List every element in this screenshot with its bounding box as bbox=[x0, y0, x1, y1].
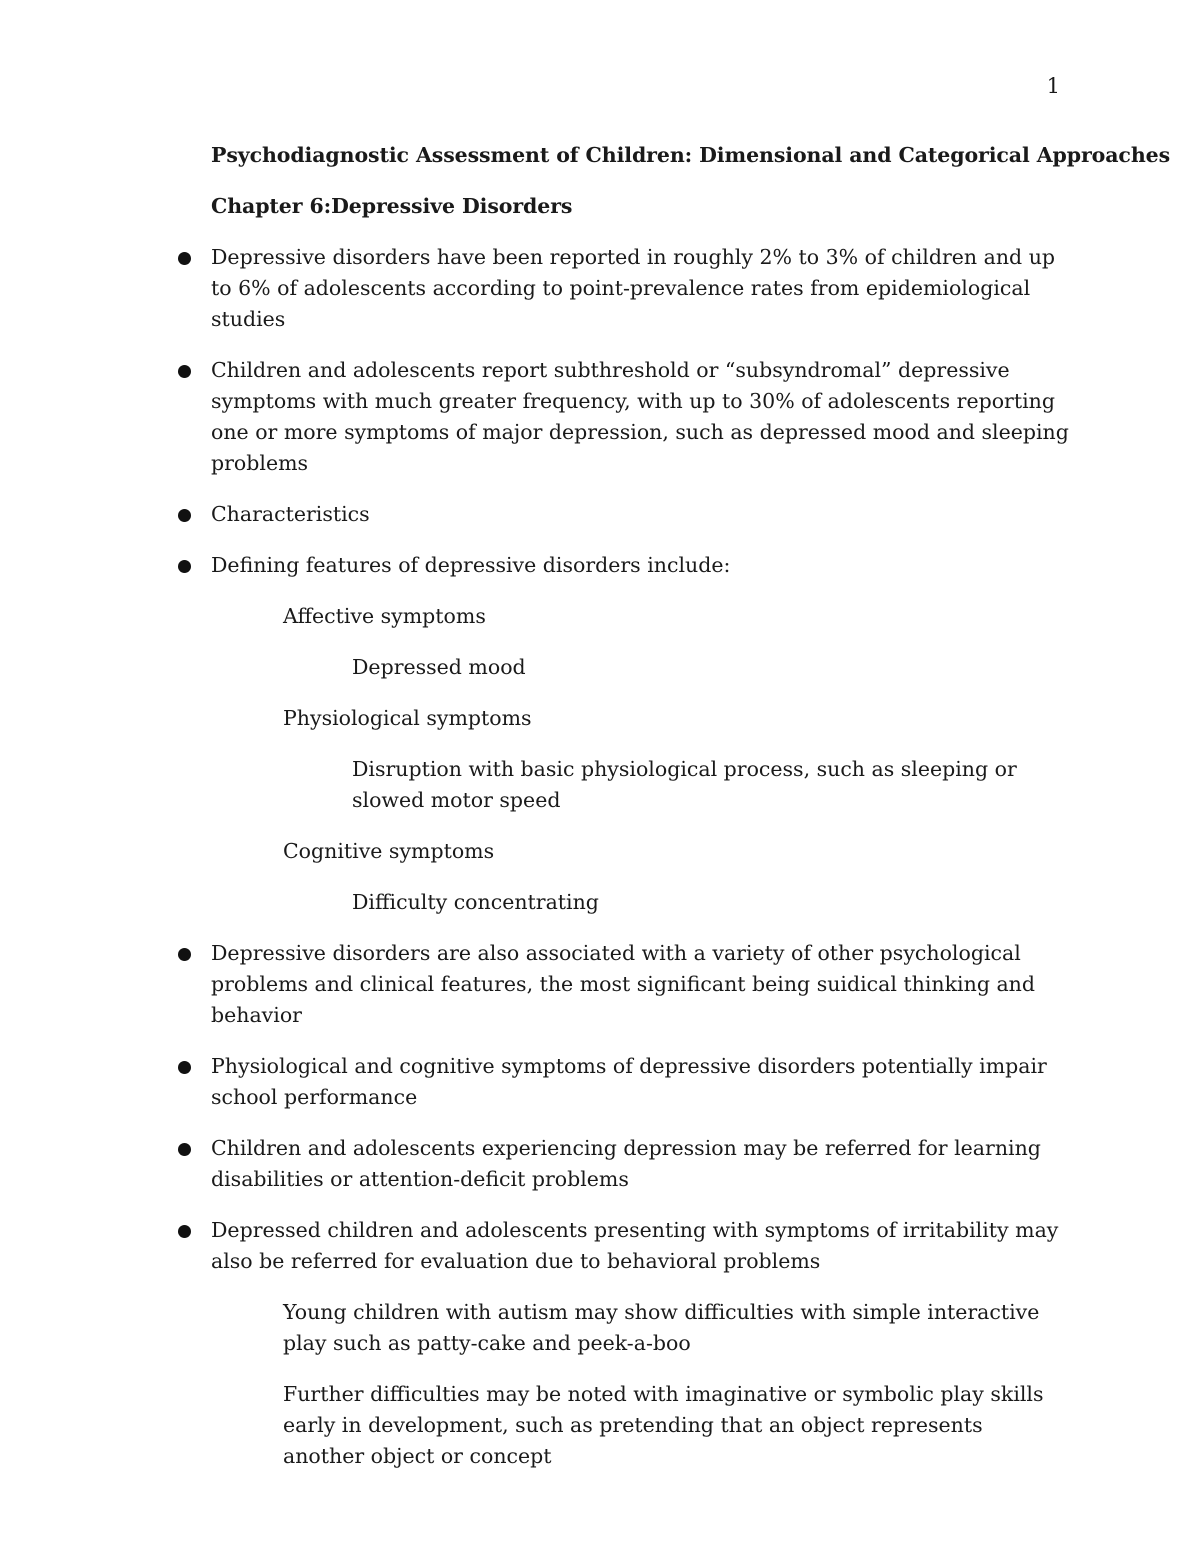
bullet-icon bbox=[178, 1061, 191, 1074]
sub-sub-item bbox=[352, 887, 1071, 918]
bullet-text: Physiological and cognitive symptoms of depressive disorders potentially impair school performance bbox=[211, 1054, 1047, 1109]
sub-item bbox=[283, 1379, 1071, 1472]
sub-sub-item-text: Disruption with basic physiological process, such as sleeping or slowed motor speed bbox=[352, 757, 1017, 812]
sub-item bbox=[283, 1297, 1071, 1359]
sub-item bbox=[283, 836, 1071, 867]
sub-sub-item-text: Depressed mood bbox=[352, 655, 526, 679]
bullet-text: Defining features of depressive disorders include: bbox=[211, 553, 731, 577]
bullet-text: Children and adolescents experiencing depression may be referred for learning disabilities or attention-deficit problems bbox=[211, 1136, 1041, 1191]
document-title: Psychodiagnostic Assessment of Children: Dimensional and Categorical Approaches bbox=[211, 143, 1171, 167]
bullet-item bbox=[211, 499, 1071, 530]
bullet-text: Depressive disorders are also associated with a variety of other psychological problems and clinical features, the most significant being suidical thinking and behavior bbox=[211, 941, 1036, 1027]
bullet-item bbox=[211, 1215, 1071, 1277]
bullet-text: Depressive disorders have been reported in roughly 2% to 3% of children and up to 6% of adolescents according to point-prevalence rates from epidemiological studies bbox=[211, 245, 1056, 331]
sub-sub-item bbox=[352, 652, 1071, 683]
bullet-item bbox=[211, 242, 1071, 335]
bullet-item bbox=[211, 1133, 1071, 1195]
chapter-heading: Chapter 6:Depressive Disorders bbox=[211, 194, 573, 218]
bullet-text: Depressed children and adolescents presenting with symptoms of irritability may also be referred for evaluation due to behavioral problems bbox=[211, 1218, 1059, 1273]
sub-item-text: Young children with autism may show difficulties with simple interactive play such as patty-cake and peek-a-boo bbox=[283, 1300, 1040, 1355]
bullet-item bbox=[211, 938, 1071, 1031]
bullet-icon bbox=[178, 560, 191, 573]
bullet-icon bbox=[178, 1143, 191, 1156]
bullet-text: Children and adolescents report subthreshold or “subsyndromal” depressive symptoms with much greater frequency, with up to 30% of adolescents reporting one or more symptoms of major depression, such as depressed mood and sleeping problems bbox=[211, 358, 1069, 475]
sub-sub-item-text: Difficulty concentrating bbox=[352, 890, 599, 914]
bullet-icon bbox=[178, 252, 191, 265]
bullet-icon bbox=[178, 1225, 191, 1238]
bullet-item bbox=[211, 550, 1071, 581]
document-body bbox=[211, 140, 1171, 1492]
bullet-item bbox=[211, 355, 1071, 479]
page-number: 1 bbox=[1046, 74, 1060, 98]
bullet-icon bbox=[178, 365, 191, 378]
bullet-icon bbox=[178, 509, 191, 522]
sub-item-text: Further difficulties may be noted with imaginative or symbolic play skills early in development, such as pretending that an object represents another object or concept bbox=[283, 1382, 1044, 1468]
bullet-text: Characteristics bbox=[211, 502, 370, 526]
sub-item-text: Cognitive symptoms bbox=[283, 839, 495, 863]
bullet-icon bbox=[178, 948, 191, 961]
sub-sub-item bbox=[352, 754, 1071, 816]
sub-item bbox=[283, 703, 1071, 734]
sub-item bbox=[283, 601, 1071, 632]
bullet-item bbox=[211, 1051, 1071, 1113]
sub-item-text: Physiological symptoms bbox=[283, 706, 532, 730]
sub-item-text: Affective symptoms bbox=[283, 604, 486, 628]
